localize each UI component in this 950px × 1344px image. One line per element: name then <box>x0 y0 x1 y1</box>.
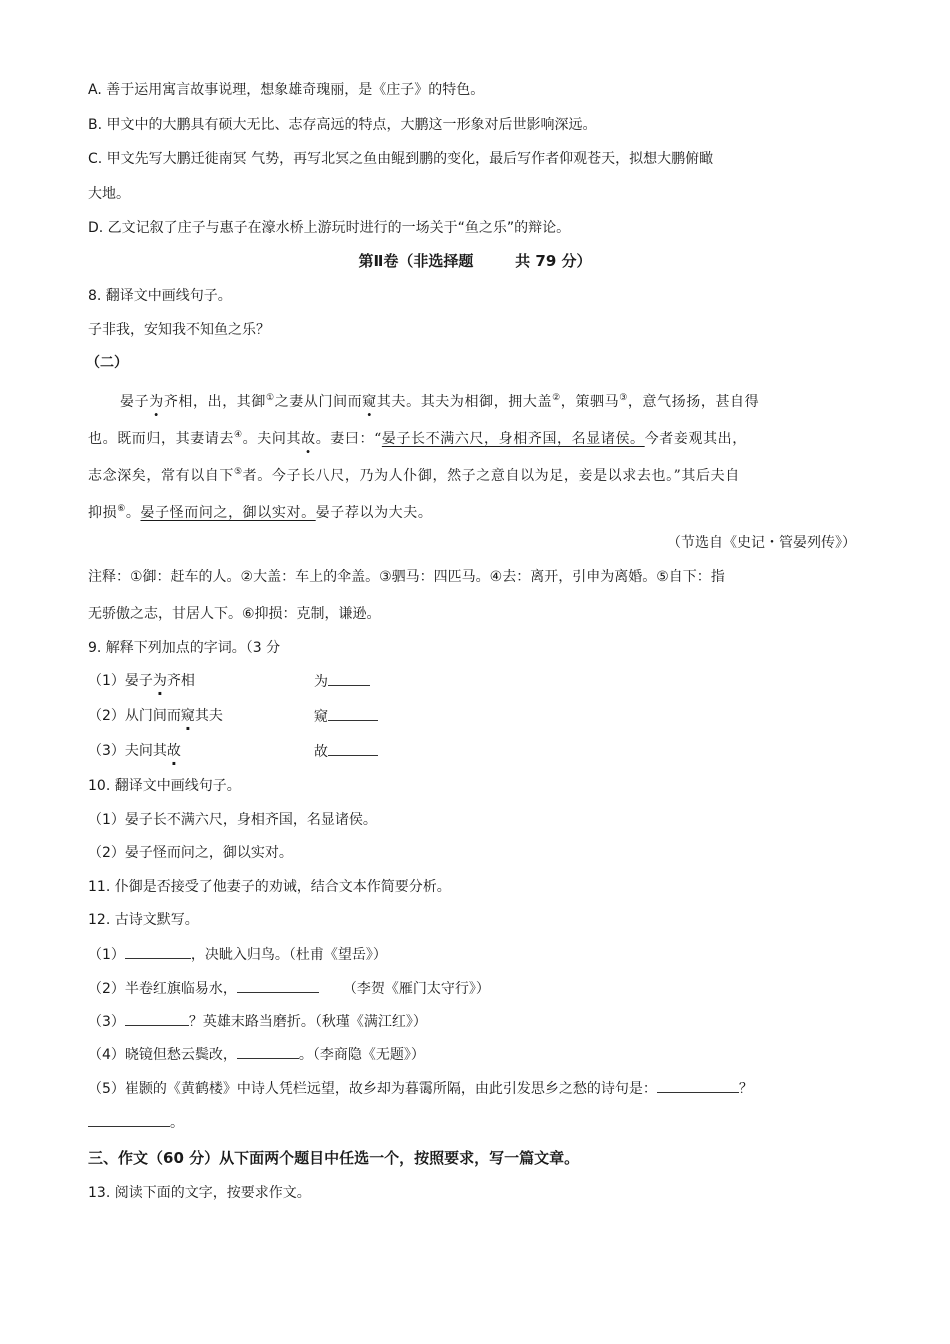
notes-line-2: 无骄傲之志，甘居人下。⑥抑损：克制，谦逊。 <box>88 606 381 622</box>
section-2-title: 第Ⅱ卷（非选择题 共 79 分） <box>358 252 592 270</box>
fill-blank[interactable] <box>88 1112 170 1127</box>
dotted-char-wei: 为 <box>149 394 164 410</box>
question-13: 13. 阅读下面的文字，按要求作文。 <box>88 1185 311 1201</box>
question-10-item-1: （1）晏子长不满六尺，身相齐国，名显诸侯。 <box>88 812 377 828</box>
question-9-item-3: （3）夫问其故 <box>88 743 181 759</box>
dotted-char-kui: 窥 <box>362 394 377 410</box>
passage-line-1: 晏子为齐相，出，其御①之妻从门间而窥其夫。其夫为相御，拥大盖②，策驷马③，意气扬扬，甚自得 <box>120 393 760 410</box>
question-12-item-5: （5）崔颢的《黄鹤楼》中诗人凭栏远望，故乡却为暮霭所隔，由此引发思乡之愁的诗句是： ？ <box>88 1078 753 1099</box>
notes-line-1: 注释：①御：赶车的人。②大盖：车上的伞盖。③驷马：四匹马。④去：离开，引申为离婚。⑤自下：指 <box>88 569 725 585</box>
passage-line-3: 志念深矣，常有以自下⑤者。今子长八尺，乃为人仆御，然子之意自以为足，妾是以求去也。”其后夫自 <box>88 467 740 484</box>
question-10-item-2: （2）晏子怪而问之，御以实对。 <box>88 845 293 861</box>
option-c-line2: 大地。 <box>88 186 130 202</box>
question-9-answer-3[interactable]: 故 <box>314 741 378 762</box>
question-9-answer-2[interactable]: 窥 <box>314 706 378 727</box>
option-d: D. 乙文记叙了庄子与惠子在濠水桥上游玩时进行的一场关于“鱼之乐”的辩论。 <box>88 220 571 236</box>
question-12-item-1: （1） ，决眦入归鸟。（杜甫《望岳》） <box>88 944 387 965</box>
option-a: A. 善于运用寓言故事说理，想象雄奇瑰丽，是《庄子》的特色。 <box>88 82 485 98</box>
option-b: B. 甲文中的大鹏具有硕大无比、志存高远的特点，大鹏这一形象对后世影响深远。 <box>88 117 597 133</box>
question-9-stem: 9. 解释下列加点的字词。（3 分 <box>88 640 281 656</box>
passage-source: （节选自《史记・管晏列传》） <box>667 535 856 551</box>
question-12-item-5-cont: 。 <box>88 1112 184 1133</box>
question-8-sentence: 子非我，安知我不知鱼之乐？ <box>88 322 270 338</box>
question-8-stem: 8. 翻译文中画线句子。 <box>88 288 232 304</box>
fill-blank[interactable] <box>125 944 191 959</box>
fill-blank[interactable] <box>237 978 319 993</box>
question-9-answer-1[interactable]: 为 <box>314 671 370 692</box>
question-12-item-3: （3） ？英雄末路当磨折。（秋瑾《满江红》） <box>88 1011 427 1032</box>
question-12-item-2: （2）半卷红旗临易水， （李贺《雁门太守行》） <box>88 978 490 999</box>
question-9-item-2: （2）从门间而窥其夫 <box>88 708 223 724</box>
question-12-item-4: （4）晓镜但愁云鬓改， 。（李商隐《无题》） <box>88 1044 425 1065</box>
question-9-item-1: （1）晏子为齐相 <box>88 673 195 689</box>
fill-blank[interactable] <box>237 1044 299 1059</box>
question-12-stem: 12. 古诗文默写。 <box>88 912 199 928</box>
fill-blank[interactable] <box>657 1078 739 1093</box>
passage-line-4: 抑损⑥。晏子怪而问之，御以实对。晏子荐以为大夫。 <box>88 504 433 521</box>
question-10-stem: 10. 翻译文中画线句子。 <box>88 778 241 794</box>
part-2-heading: （二） <box>86 355 128 371</box>
underlined-sentence-2: 晏子怪而问之，御以实对。 <box>140 505 316 521</box>
section-3-title: 三、作文（60 分）从下面两个题目中任选一个，按照要求，写一篇文章。 <box>88 1149 580 1167</box>
passage-line-2: 也。既而归，其妻请去④。夫问其故。妻曰：“晏子长不满六尺，身相齐国，名显诸侯。今者妾观其出， <box>88 430 747 447</box>
fill-blank[interactable] <box>125 1011 189 1026</box>
underlined-sentence-1: 晏子长不满六尺，身相齐国，名显诸侯。 <box>381 431 645 447</box>
dotted-char-gu: 故 <box>301 431 316 447</box>
option-c-line1: C. 甲文先写大鹏迁徙南冥 气势，再写北冥之鱼由鲲到鹏的变化，最后写作者仰观苍天，拟想大鹏俯瞰 <box>88 151 714 167</box>
question-11: 11. 仆御是否接受了他妻子的劝诫，结合文本作简要分析。 <box>88 879 451 895</box>
